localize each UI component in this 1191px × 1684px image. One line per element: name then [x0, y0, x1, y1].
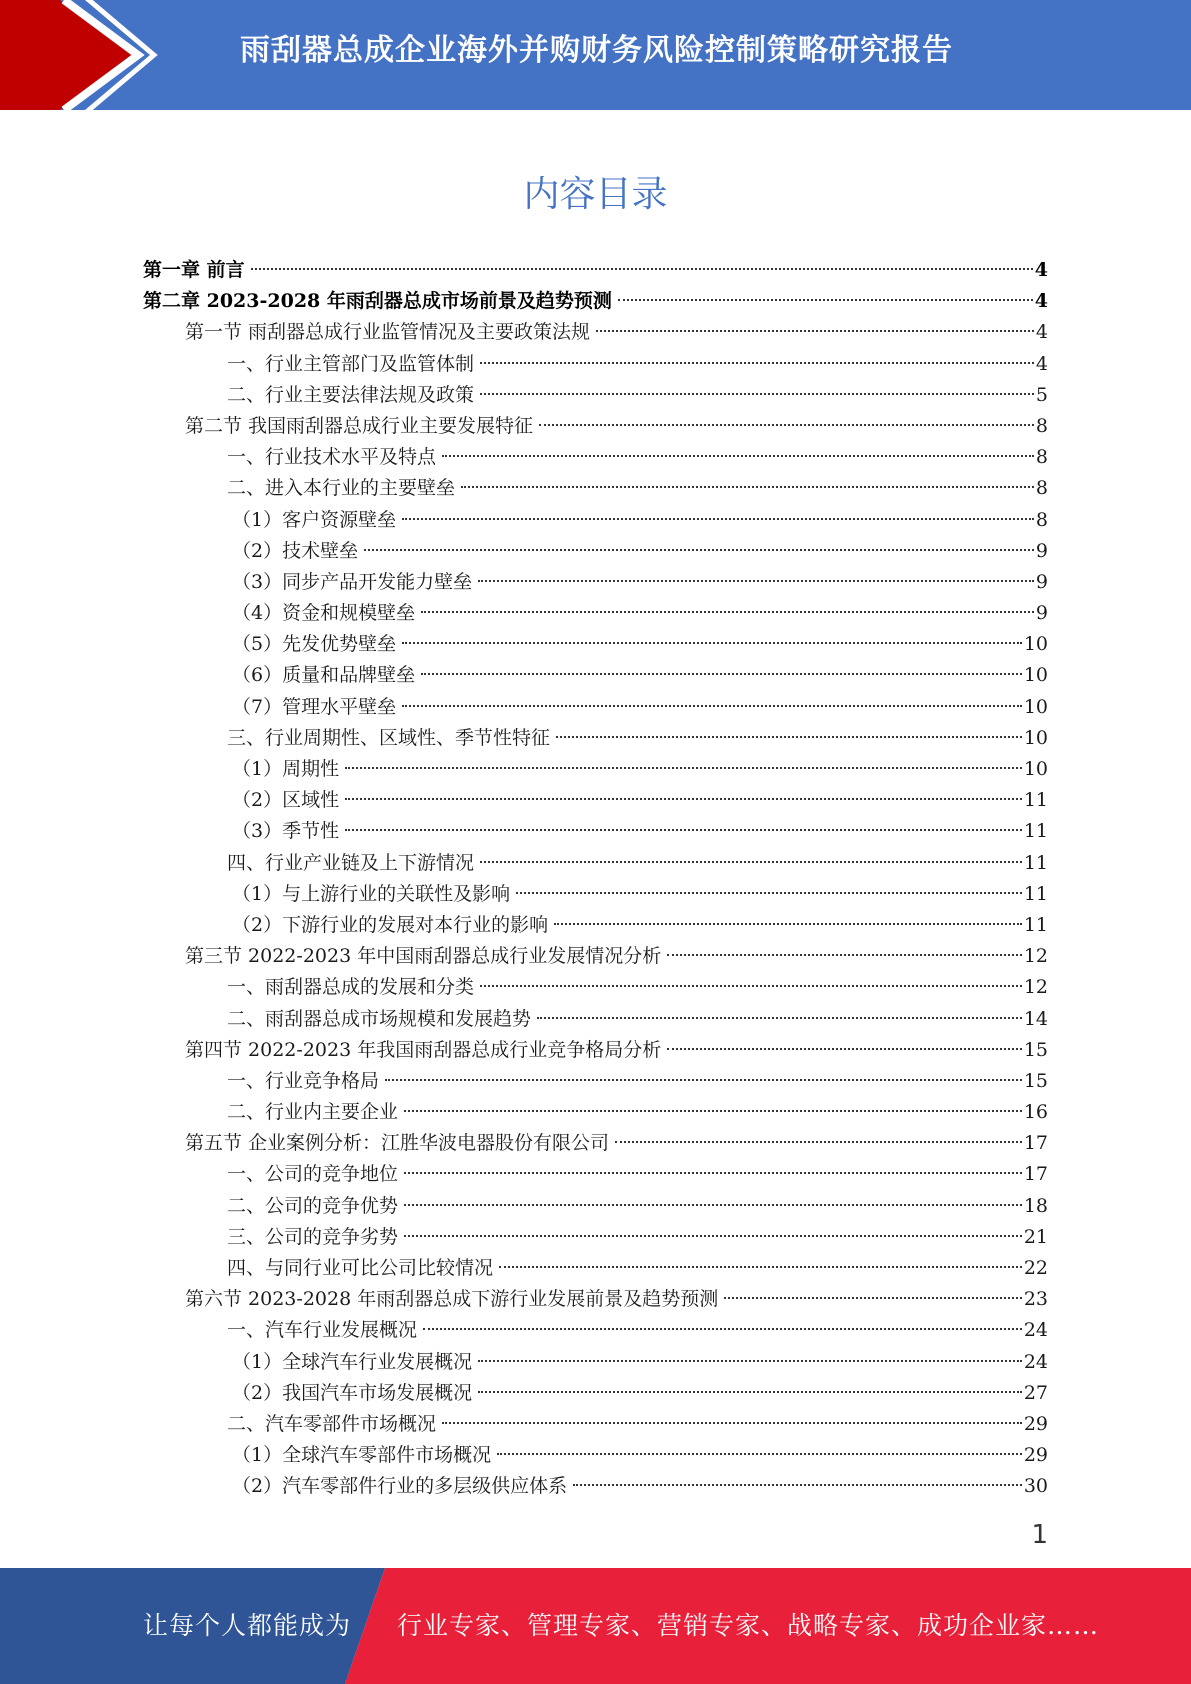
toc-entry[interactable]	[143, 1409, 1048, 1440]
toc-entry-page: 30	[1023, 1475, 1048, 1498]
toc-dot-leader	[402, 642, 1022, 644]
toc-entry-title: 四、与同行业可比公司比较情况	[227, 1257, 494, 1279]
toc-dot-leader	[554, 923, 1022, 925]
toc-entry[interactable]	[143, 1253, 1048, 1284]
header-arrow-decoration	[0, 0, 160, 110]
toc-entry-title: （2）下游行业的发展对本行业的影响	[232, 913, 549, 936]
toc-dot-leader	[615, 1141, 1022, 1143]
toc-entry[interactable]	[143, 941, 1048, 972]
toc-entry-page: 8	[1035, 477, 1048, 500]
toc-entry-title: 一、雨刮器总成的发展和分类	[227, 976, 475, 999]
toc-entry[interactable]	[143, 754, 1048, 785]
report-title: 雨刮器总成企业海外并购财务风险控制策略研究报告	[240, 33, 953, 68]
toc-entry-title: 二、汽车零部件市场概况	[227, 1412, 437, 1435]
toc-dot-leader	[421, 673, 1022, 675]
toc-entry-page: 24	[1023, 1319, 1048, 1342]
toc-dot-leader	[556, 736, 1022, 738]
toc-entry-title: （1）客户资源壁垒	[232, 508, 397, 531]
toc-entry-title: 第二节 我国雨刮器总成行业主要发展特征	[185, 414, 534, 437]
toc-entry[interactable]	[143, 1128, 1048, 1159]
toc-entry[interactable]	[143, 1066, 1048, 1097]
toc-dot-leader	[478, 1360, 1022, 1362]
toc-dot-leader	[539, 424, 1034, 426]
toc-entry-title: （1）全球汽车行业发展概况	[232, 1350, 473, 1373]
toc-entry[interactable]	[143, 910, 1048, 941]
toc-entry-page: 8	[1035, 508, 1048, 531]
toc-dot-leader	[461, 486, 1034, 488]
toc-entry[interactable]	[143, 598, 1048, 629]
toc-entry-page: 4	[1035, 352, 1048, 375]
toc-dot-leader	[478, 580, 1034, 582]
toc-entry-page: 17	[1023, 1163, 1048, 1186]
toc-dot-leader	[404, 1235, 1022, 1237]
page-number: 1	[1031, 1520, 1048, 1550]
toc-entry[interactable]	[143, 442, 1048, 473]
toc-entry[interactable]	[143, 1378, 1048, 1409]
toc-dot-leader	[251, 268, 1033, 270]
toc-entry[interactable]	[143, 848, 1048, 879]
toc-dot-leader	[480, 861, 1022, 863]
toc-entry[interactable]	[143, 1284, 1048, 1315]
toc-entry-title: （5）先发优势壁垒	[232, 633, 397, 656]
toc-entry-page: 5	[1035, 383, 1048, 406]
toc-entry-page: 10	[1023, 695, 1048, 718]
toc-entry-page: 4	[1034, 290, 1048, 313]
toc-entry-page: 10	[1023, 726, 1048, 749]
toc-entry-title: 第四节 2022-2023 年我国雨刮器总成行业竞争格局分析	[185, 1038, 662, 1061]
toc-entry-title: 第六节 2023-2028 年雨刮器总成下游行业发展前景及趋势预测	[185, 1288, 719, 1311]
footer-slogan-right: 行业专家、管理专家、营销专家、战略专家、成功企业家……	[397, 1611, 1100, 1640]
toc-dot-leader	[345, 829, 1022, 831]
toc-entry[interactable]	[143, 1004, 1048, 1035]
toc-entry-title: 一、公司的竞争地位	[227, 1163, 399, 1186]
toc-entry[interactable]	[143, 255, 1048, 286]
toc-entry-title: （3）季节性	[232, 820, 340, 843]
toc-entry-page: 27	[1023, 1381, 1048, 1404]
toc-entry-title: 三、公司的竞争劣势	[227, 1225, 399, 1248]
toc-entry-title: （1）周期性	[232, 758, 340, 780]
toc-entry[interactable]	[143, 286, 1048, 317]
toc-entry-page: 8	[1035, 414, 1048, 437]
toc-entry-page: 22	[1023, 1257, 1048, 1279]
toc-entry-page: 15	[1023, 1038, 1048, 1061]
toc-entry[interactable]	[143, 1471, 1048, 1502]
toc-entry-title: （2）技术壁垒	[232, 539, 359, 562]
toc-entry[interactable]	[143, 972, 1048, 1003]
footer-band	[0, 1568, 1191, 1684]
toc-entry-title: （2）汽车零部件行业的多层级供应体系	[232, 1475, 568, 1498]
toc-entry[interactable]	[143, 1035, 1048, 1066]
toc-entry-page: 14	[1023, 1007, 1048, 1030]
toc-entry-title: 三、行业周期性、区域性、季节性特征	[227, 726, 551, 749]
toc-dot-leader	[421, 611, 1034, 613]
toc-entry[interactable]	[143, 1347, 1048, 1378]
toc-entry-page: 12	[1023, 945, 1048, 968]
toc-entry-page: 29	[1023, 1412, 1048, 1435]
toc-entry-page: 18	[1023, 1194, 1048, 1217]
toc-dot-leader	[480, 393, 1034, 395]
toc-entry[interactable]	[143, 1097, 1048, 1128]
toc-entry-title: 二、行业内主要企业	[227, 1101, 399, 1124]
toc-entry-title: 第三节 2022-2023 年中国雨刮器总成行业发展情况分析	[185, 945, 662, 968]
toc-entry[interactable]	[143, 1315, 1048, 1346]
toc-dot-leader	[573, 1484, 1022, 1486]
toc-entry[interactable]	[143, 317, 1048, 348]
footer-slogan-left: 让每个人都能成为	[143, 1611, 352, 1640]
toc-entry[interactable]	[143, 785, 1048, 816]
toc-entry-page: 29	[1023, 1444, 1048, 1467]
toc-entry-page: 9	[1035, 602, 1048, 625]
toc-entry[interactable]	[143, 505, 1048, 536]
toc-entry-title: （3）同步产品开发能力壁垒	[232, 570, 473, 593]
toc-dot-leader	[480, 362, 1034, 364]
toc-entry[interactable]	[143, 879, 1048, 910]
header-band	[0, 0, 1191, 110]
toc-entry-title: 一、行业竞争格局	[227, 1069, 380, 1092]
toc-entry[interactable]	[143, 1191, 1048, 1222]
toc-dot-leader	[596, 330, 1034, 332]
toc-entry-page: 21	[1023, 1225, 1048, 1248]
toc-entry[interactable]	[143, 536, 1048, 567]
toc-entry-page: 11	[1023, 882, 1048, 905]
toc-dot-leader	[516, 892, 1022, 894]
toc-entry-page: 11	[1023, 820, 1048, 843]
toc-entry-title: （6）质量和品牌壁垒	[232, 664, 416, 687]
toc-entry-page: 9	[1035, 539, 1048, 562]
toc-entry-title: 第一章 前言	[143, 259, 245, 281]
toc-dot-leader	[364, 549, 1034, 551]
toc-dot-leader	[423, 1328, 1022, 1330]
toc-dot-leader	[402, 518, 1034, 520]
toc-entry-page: 10	[1023, 633, 1048, 656]
toc-dot-leader	[667, 954, 1022, 956]
toc-dot-leader	[402, 705, 1022, 707]
toc-entry[interactable]	[143, 723, 1048, 754]
toc-heading: 内容目录	[523, 174, 668, 215]
toc-dot-leader	[478, 1391, 1022, 1393]
toc-entry-title: 第一节 雨刮器总成行业监管情况及主要政策法规	[185, 321, 591, 344]
toc-entry-page: 11	[1023, 913, 1048, 936]
toc-entry-page: 11	[1023, 789, 1048, 812]
toc-entry-title: （1）全球汽车零部件市场概况	[232, 1444, 492, 1467]
toc-entry-title: 二、进入本行业的主要壁垒	[227, 477, 456, 500]
toc-dot-leader	[404, 1172, 1022, 1174]
toc-entry-title: （7）管理水平壁垒	[232, 695, 397, 718]
toc-entry-page: 10	[1023, 664, 1048, 687]
toc-entry[interactable]	[143, 692, 1048, 723]
toc-entry[interactable]	[143, 349, 1048, 380]
toc-dot-leader	[618, 299, 1033, 301]
toc-entry[interactable]	[143, 380, 1048, 411]
toc-dot-leader	[442, 455, 1034, 457]
toc-entry-page: 24	[1023, 1350, 1048, 1373]
toc-entry-page: 12	[1023, 976, 1048, 999]
toc-entry[interactable]	[143, 1440, 1048, 1471]
toc-dot-leader	[404, 1110, 1022, 1112]
toc-entry-page: 16	[1023, 1101, 1048, 1124]
toc-entry-page: 9	[1035, 570, 1048, 593]
toc-dot-leader	[385, 1079, 1022, 1081]
toc-entry[interactable]	[143, 660, 1048, 691]
table-of-contents	[143, 255, 1048, 1503]
toc-entry-title: 第二章 2023-2028 年雨刮器总成市场前景及趋势预测	[143, 290, 612, 313]
toc-dot-leader	[345, 767, 1022, 769]
toc-dot-leader	[499, 1266, 1022, 1268]
toc-entry-title: （2）区域性	[232, 789, 340, 812]
toc-dot-leader	[537, 1017, 1022, 1019]
toc-entry-page: 10	[1023, 758, 1048, 780]
toc-dot-leader	[442, 1422, 1022, 1424]
toc-dot-leader	[497, 1453, 1022, 1455]
toc-entry-title: 四、行业产业链及上下游情况	[227, 851, 475, 874]
toc-entry[interactable]	[143, 1159, 1048, 1190]
toc-dot-leader	[404, 1204, 1022, 1206]
toc-entry-title: （1）与上游行业的关联性及影响	[232, 882, 511, 905]
toc-entry[interactable]	[143, 629, 1048, 660]
toc-entry-title: 二、公司的竞争优势	[227, 1194, 399, 1217]
toc-entry-title: （4）资金和规模壁垒	[232, 602, 416, 625]
toc-entry-page: 11	[1023, 851, 1048, 874]
toc-entry[interactable]	[143, 411, 1048, 442]
toc-entry-title: 二、行业主要法律法规及政策	[227, 383, 475, 406]
toc-dot-leader	[480, 985, 1022, 987]
toc-dot-leader	[724, 1297, 1022, 1299]
toc-entry-page: 23	[1023, 1288, 1048, 1311]
toc-entry-page: 8	[1035, 446, 1048, 469]
toc-dot-leader	[667, 1048, 1022, 1050]
toc-entry-page: 4	[1034, 259, 1048, 281]
toc-entry[interactable]	[143, 567, 1048, 598]
toc-entry-page: 4	[1035, 321, 1048, 344]
toc-entry-title: 一、行业主管部门及监管体制	[227, 352, 475, 375]
toc-entry-title: 一、行业技术水平及特点	[227, 446, 437, 469]
toc-dot-leader	[345, 798, 1022, 800]
toc-entry-title: 二、雨刮器总成市场规模和发展趋势	[227, 1007, 532, 1030]
toc-entry-title: 一、汽车行业发展概况	[227, 1319, 418, 1342]
toc-entry-title: （2）我国汽车市场发展概况	[232, 1381, 473, 1404]
toc-entry[interactable]	[143, 1222, 1048, 1253]
toc-entry-page: 17	[1023, 1132, 1048, 1155]
toc-entry-page: 15	[1023, 1069, 1048, 1092]
toc-entry-title: 第五节 企业案例分析：江胜华波电器股份有限公司	[185, 1132, 610, 1155]
toc-entry[interactable]	[143, 473, 1048, 504]
toc-entry[interactable]	[143, 816, 1048, 847]
